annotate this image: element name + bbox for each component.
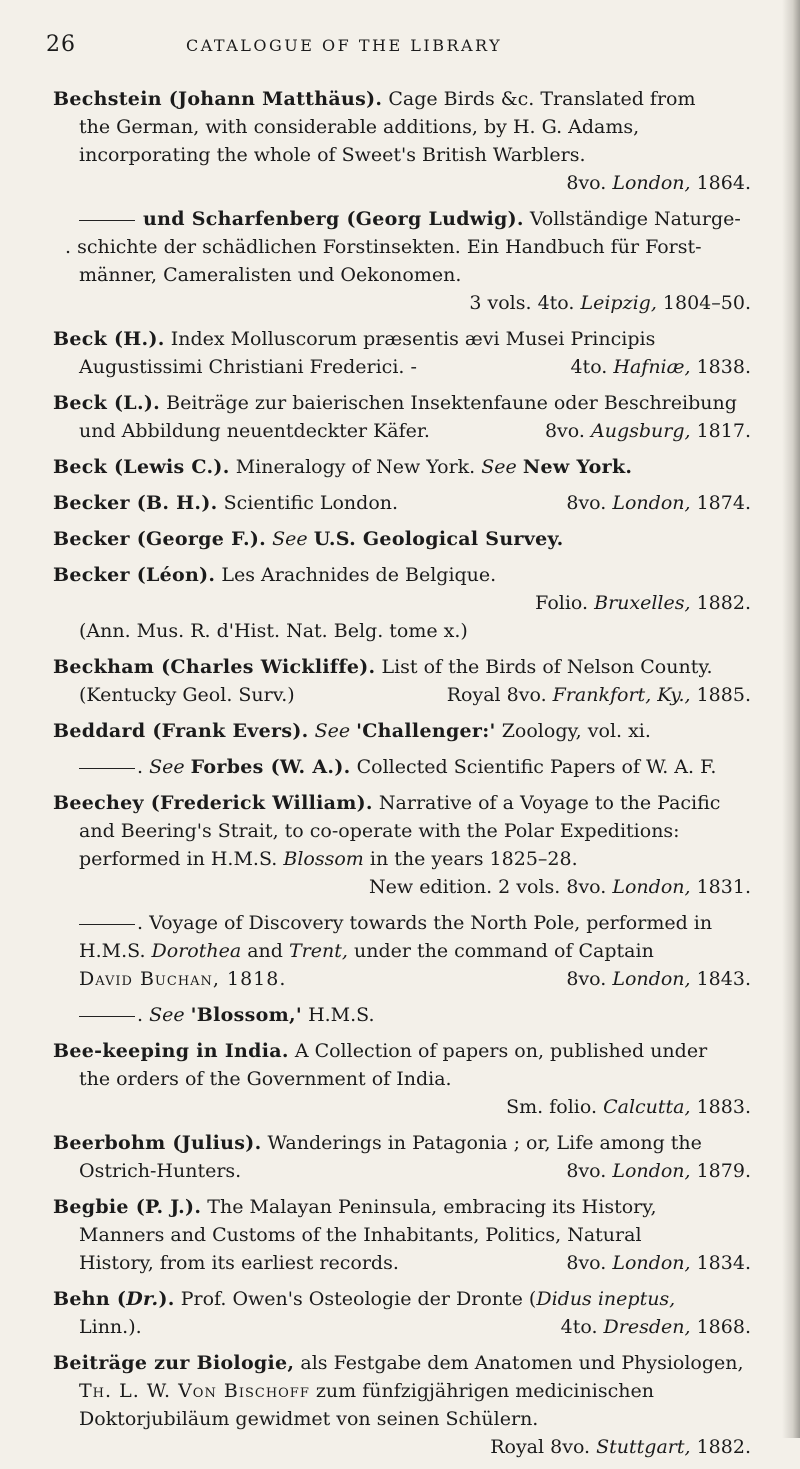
catalogue-entry — [53, 1349, 765, 1461]
entry-title: List of the Birds of Nelson County. — [381, 656, 713, 678]
ditto-dash — [79, 924, 135, 925]
entry-heading: Begbie (P. J.). — [53, 1196, 202, 1218]
entry-imprint: 8vo. London, 1864. — [566, 172, 751, 194]
entry-title: A Collection of papers on, published under — [294, 1040, 708, 1062]
entry-title: Cage Birds &c. Translated from — [388, 88, 696, 110]
entry-heading: Bee-keeping in India. — [53, 1040, 289, 1062]
entry-line: H.M.S. Dorothea and Trent, under the command of Captain — [79, 940, 654, 962]
entry-line: und Abbildung neuentdeckter Käfer. 8vo. Augsburg, 1817. — [79, 420, 751, 442]
see-reference: New York. — [522, 456, 633, 478]
entry-line: the German, with considerable additions, by H. G. Adams, — [79, 116, 640, 138]
entry-heading: Beck (H.). — [53, 328, 165, 350]
catalogue-entry: Becker (B. H.). Scientific London. 8vo. London, 1874. — [53, 492, 751, 514]
entry-heading: und Scharfenberg (Georg Ludwig). — [143, 208, 524, 230]
entry-heading: Beckham (Charles Wickliffe). — [53, 656, 376, 678]
entry-heading: Beerbohm (Julius). — [53, 1132, 262, 1154]
ditto-dash — [79, 1016, 135, 1017]
catalogue-entry — [53, 205, 765, 317]
catalogue-entry — [53, 789, 765, 901]
entry-line: incorporating the whole of Sweet's British Warblers. — [79, 144, 586, 166]
ditto-dash — [79, 220, 135, 221]
catalogue-entry — [53, 1037, 765, 1121]
catalogue-entry: Becker (George F.). See U.S. Geological Survey. — [53, 528, 564, 550]
entry-title: Vollständige Naturge- — [529, 208, 741, 230]
entry-line: Augustissimi Christiani Frederici. - 4to. Hafniæ, 1838. — [79, 356, 751, 378]
catalogue-entry — [53, 389, 765, 445]
page-number: 26 — [46, 32, 76, 57]
page-edge-shadow — [782, 0, 800, 1438]
entry-title: als Festgabe dem Anatomen und Physiologen, — [300, 1352, 744, 1374]
catalogue-entry — [53, 653, 765, 709]
see-reference: U.S. Geological Survey. — [313, 528, 564, 550]
catalogue-entry — [53, 1193, 765, 1277]
catalogue-entry: . Voyage of Discovery towards the North Pole, performed in H.M.S. Dorothea and Trent, under the command of Captain David Buchan, 1818. 8vo. London, 1843. — [53, 909, 765, 993]
entry-heading: Becker (Léon). — [53, 564, 216, 586]
entry-heading: Behn (Dr.). — [53, 1288, 175, 1310]
entry-imprint: New edition. 2 vols. 8vo. London, 1831. — [369, 876, 751, 898]
entry-title: Les Arachnides de Belgique. — [221, 564, 497, 586]
page-header — [46, 32, 746, 62]
entry-line: Doktorjubiläum gewidmet von seinen Schülern. — [79, 1408, 539, 1430]
entry-title: Beiträge zur baierischen Insektenfaune oder Beschreibung — [166, 392, 737, 414]
catalogue-entries — [53, 85, 765, 1469]
catalogue-entry — [53, 325, 765, 381]
entry-line: männer, Cameralisten und Oekonomen. — [79, 264, 462, 286]
entry-line: (Kentucky Geol. Surv.) Royal 8vo. Frankfort, Ky., 1885. — [79, 684, 751, 706]
entry-line: and Beering's Strait, to co-operate with the Polar Expeditions: — [79, 820, 680, 842]
entry-line: performed in H.M.S. Blossom in the years 1825–28. — [79, 848, 578, 870]
see-reference: 'Challenger:' — [356, 720, 496, 742]
entry-title: Wanderings in Patagonia ; or, Life among the — [267, 1132, 702, 1154]
entry-heading: Becker (George F.). — [53, 528, 267, 550]
catalogue-entry — [53, 1129, 765, 1185]
entry-heading: Beiträge zur Biologie, — [53, 1352, 295, 1374]
catalogue-entry — [53, 85, 765, 197]
entry-line: . schichte der schädlichen Forstinsekten. Ein Handbuch für Forst- — [65, 236, 702, 258]
catalogue-entry: . See 'Blossom,' H.M.S. — [53, 1001, 765, 1029]
entry-imprint: Royal 8vo. Stuttgart, 1882. — [490, 1436, 751, 1458]
entry-note: (Ann. Mus. R. d'Hist. Nat. Belg. tome x.) — [79, 620, 468, 642]
entry-title: Mineralogy of New York. — [235, 456, 476, 478]
entry-title: Narrative of a Voyage to the Pacific — [378, 792, 721, 814]
entry-line: the orders of the Government of India. — [79, 1068, 452, 1090]
entry-line: Manners and Customs of the Inhabitants, Politics, Natural — [79, 1224, 642, 1246]
catalogue-entry: . See Forbes (W. A.). Collected Scientific Papers of W. A. F. — [53, 753, 765, 781]
entry-heading: Beck (L.). — [53, 392, 161, 414]
entry-imprint: Sm. folio. Calcutta, 1883. — [506, 1096, 751, 1118]
entry-line: David Buchan, 1818. 8vo. London, 1843. — [79, 968, 751, 990]
catalogue-entry — [53, 1285, 765, 1341]
entry-title: The Malayan Peninsula, embracing its History, — [207, 1196, 657, 1218]
see-reference: Forbes (W. A.). — [190, 756, 351, 778]
entry-heading: Beddard (Frank Evers). — [53, 720, 309, 742]
catalogue-entry — [53, 561, 765, 645]
catalogue-entry: Beck (Lewis C.). Mineralogy of New York. See New York. — [53, 456, 633, 478]
entry-title: Index Molluscorum præsentis ævi Musei Principis — [170, 328, 656, 350]
see-reference: 'Blossom,' — [190, 1004, 303, 1026]
entry-line: Linn.). 4to. Dresden, 1868. — [79, 1316, 751, 1338]
entry-heading: Becker (B. H.). — [53, 492, 218, 514]
catalogue-entry: Beddard (Frank Evers). See 'Challenger:' Zoology, vol. xi. — [53, 720, 651, 742]
entry-line: Ostrich-Hunters. 8vo. London, 1879. — [79, 1160, 751, 1182]
entry-imprint: 3 vols. 4to. Leipzig, 1804–50. — [469, 292, 751, 314]
entry-title: Scientific London. — [223, 492, 399, 514]
entry-heading: Beechey (Frederick William). — [53, 792, 373, 814]
entry-heading: Beck (Lewis C.). — [53, 456, 230, 478]
entry-line: History, from its earliest records. 8vo. London, 1834. — [79, 1252, 751, 1274]
running-head: CATALOGUE OF THE LIBRARY — [186, 36, 503, 55]
entry-heading: Bechstein (Johann Matthäus). — [53, 88, 383, 110]
entry-line: Th. L. W. Von Bischoff zum fünfzigjährigen medicinischen — [79, 1380, 654, 1402]
entry-title: Voyage of Discovery towards the North Pole, performed in — [149, 912, 713, 934]
entry-title: Prof. Owen's Osteologie der Dronte (Didus ineptus, — [180, 1288, 676, 1310]
entry-imprint: Folio. Bruxelles, 1882. — [535, 592, 751, 614]
ditto-dash — [79, 768, 135, 769]
